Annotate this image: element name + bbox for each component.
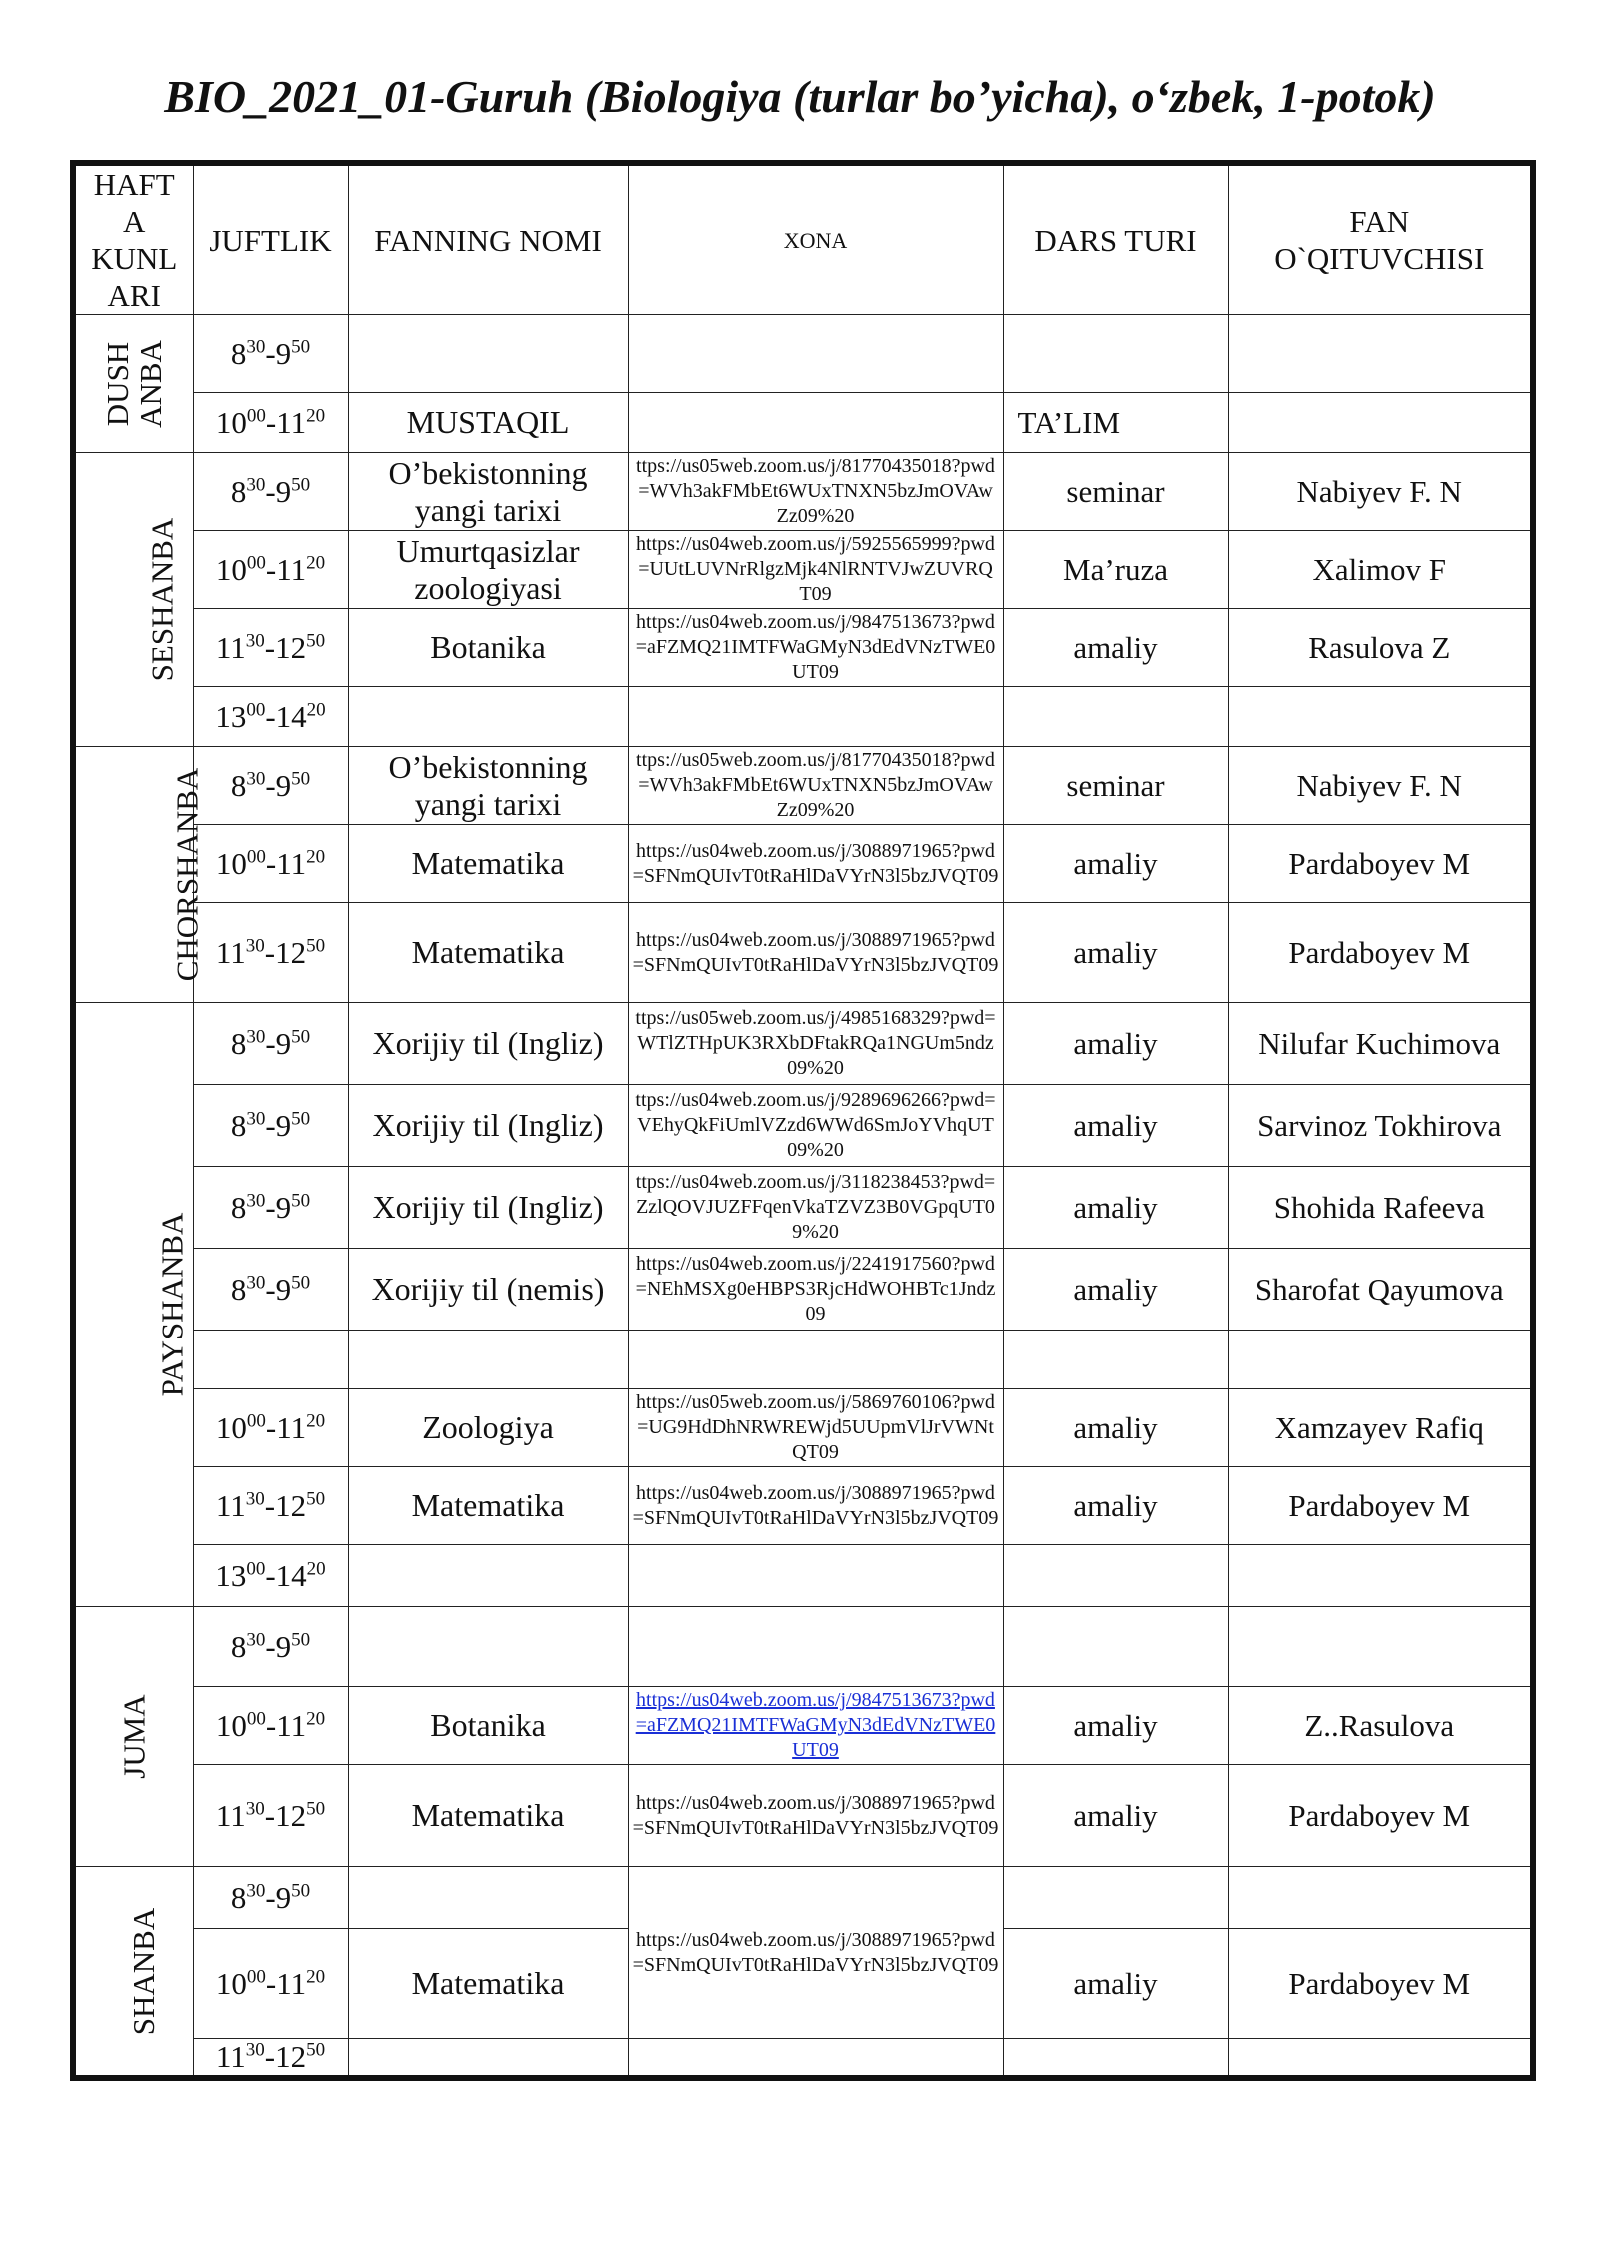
table-row: [73, 609, 1533, 687]
table-row: [73, 1545, 1533, 1607]
subject-cell: Matematika: [348, 1765, 628, 1867]
subject-cell: Zoologiya: [348, 1389, 628, 1467]
type-cell: amaliy: [1003, 1765, 1228, 1867]
room-link[interactable]: ttps://us05web.zoom.us/j/4985168329?pwd=WTlZTHpUK3RXbDFtakRQa1NGUm5ndz09%20: [628, 1003, 1003, 1085]
time-cell: $8^{30}-9^{50}$: [193, 1085, 348, 1167]
teacher-cell: Pardaboyev M: [1228, 825, 1533, 903]
header-teacher-line: O`QITUVCHISI: [1274, 241, 1485, 276]
time-cell: $8^{30}-9^{50}$: [193, 747, 348, 825]
room-link[interactable]: ttps://us04web.zoom.us/j/9289696266?pwd=VEhyQkFiUmlVZzd6WWd6SmJoYVhqUT09%20: [628, 1085, 1003, 1167]
room-link[interactable]: https://us04web.zoom.us/j/3088971965?pwd=SFNmQUIvT0tRaHlDaVYrN3l5bzJVQT09: [628, 825, 1003, 903]
table-row: [73, 1389, 1533, 1467]
subject-cell: O’bekistonning yangi tarixi: [348, 453, 628, 531]
type-cell: TA’LIM: [1003, 393, 1228, 453]
day-cell-juma: [73, 1607, 193, 1867]
time-cell: $11^{30}-12^{50}$: [193, 2039, 348, 2079]
time-cell: $10^{00}-11^{20}$: [193, 531, 348, 609]
subject-cell: [348, 687, 628, 747]
subject-cell: Matematika: [348, 1929, 628, 2039]
time-cell: $8^{30}-9^{50}$: [193, 1167, 348, 1249]
time-cell: $8^{30}-9^{50}$: [193, 1607, 348, 1687]
type-cell: [1003, 1545, 1228, 1607]
time-cell: $8^{30}-9^{50}$: [193, 1003, 348, 1085]
time-cell: $11^{30}-12^{50}$: [193, 1467, 348, 1545]
time-cell: $8^{30}-9^{50}$: [193, 1867, 348, 1929]
type-cell: seminar: [1003, 747, 1228, 825]
table-row: [73, 315, 1533, 393]
day-label: JUMA: [116, 1694, 152, 1779]
teacher-cell: Xalimov F: [1228, 531, 1533, 609]
room-link[interactable]: ttps://us04web.zoom.us/j/3118238453?pwd=ZzlQOVJUZFFqenVkaTZVZ3B0VGpqUT09%20: [628, 1167, 1003, 1249]
time-cell: $13^{00}-14^{20}$: [193, 687, 348, 747]
header-teacher: [1228, 163, 1533, 315]
subject-cell: Botanika: [348, 609, 628, 687]
table-row: [73, 1687, 1533, 1765]
subject-cell: [348, 2039, 628, 2079]
type-cell: amaliy: [1003, 1249, 1228, 1331]
room-link[interactable]: https://us04web.zoom.us/j/3088971965?pwd=SFNmQUIvT0tRaHlDaVYrN3l5bzJVQT09: [628, 1867, 1003, 2039]
header-day: [73, 163, 193, 315]
page-title: BIO_2021_01-Guruh (Biologiya (turlar bo’yicha), o‘zbek, 1-potok): [164, 71, 1436, 122]
room-cell: [628, 1545, 1003, 1607]
teacher-cell: [1228, 2039, 1533, 2079]
header-type: DARS TURI: [1003, 163, 1228, 315]
time-cell: $13^{00}-14^{20}$: [193, 1545, 348, 1607]
time-cell: $10^{00}-11^{20}$: [193, 1389, 348, 1467]
teacher-cell: Xamzayev Rafiq: [1228, 1389, 1533, 1467]
room-link[interactable]: https://us04web.zoom.us/j/3088971965?pwd=SFNmQUIvT0tRaHlDaVYrN3l5bzJVQT09: [628, 1467, 1003, 1545]
time-cell: $10^{00}-11^{20}$: [193, 393, 348, 453]
table-row: [73, 747, 1533, 825]
room-cell: [628, 687, 1003, 747]
table-row: [73, 1467, 1533, 1545]
type-cell: [1003, 1331, 1228, 1389]
header-row: [73, 163, 1533, 315]
type-cell: amaliy: [1003, 1167, 1228, 1249]
type-cell: amaliy: [1003, 1085, 1228, 1167]
teacher-cell: Nabiyev F. N: [1228, 453, 1533, 531]
teacher-cell: Sarvinoz Tokhirova: [1228, 1085, 1533, 1167]
teacher-cell: Nilufar Kuchimova: [1228, 1003, 1533, 1085]
header-day-line: KUNL: [91, 241, 178, 276]
type-cell: amaliy: [1003, 609, 1228, 687]
day-cell-dushanba: [73, 315, 193, 453]
type-cell: amaliy: [1003, 1467, 1228, 1545]
table-row: [73, 453, 1533, 531]
room-link[interactable]: https://us04web.zoom.us/j/3088971965?pwd=SFNmQUIvT0tRaHlDaVYrN3l5bzJVQT09: [628, 1765, 1003, 1867]
room-link[interactable]: ttps://us05web.zoom.us/j/81770435018?pwd=WVh3akFMbEt6WUxTNXN5bzJmOVAwZz09%20: [628, 453, 1003, 531]
room-cell: [628, 1607, 1003, 1687]
header-pair: JUFTLIK: [193, 163, 348, 315]
day-cell-shanba: [73, 1867, 193, 2079]
time-cell: $8^{30}-9^{50}$: [193, 453, 348, 531]
table-row: [73, 825, 1533, 903]
room-cell: [628, 393, 1003, 453]
time-cell: $10^{00}-11^{20}$: [193, 1929, 348, 2039]
type-cell: amaliy: [1003, 903, 1228, 1003]
time-cell: [193, 1331, 348, 1389]
time-cell: $8^{30}-9^{50}$: [193, 1249, 348, 1331]
table-row: [73, 1249, 1533, 1331]
table-row: [73, 531, 1533, 609]
room-link[interactable]: ttps://us05web.zoom.us/j/81770435018?pwd=WVh3akFMbEt6WUxTNXN5bzJmOVAwZz09%20: [628, 747, 1003, 825]
time-cell: $8^{30}-9^{50}$: [193, 315, 348, 393]
teacher-cell: Sharofat Qayumova: [1228, 1249, 1533, 1331]
subject-cell: Xorijiy til (nemis): [348, 1249, 628, 1331]
day-cell-chorshanba: [73, 747, 205, 1003]
room-cell: [628, 2039, 1003, 2079]
teacher-cell: [1228, 1545, 1533, 1607]
subject-cell: Xorijiy til (Ingliz): [348, 1085, 628, 1167]
type-cell: [1003, 315, 1228, 393]
subject-cell: Botanika: [348, 1687, 628, 1765]
subject-cell: Umurtqasizlar zoologiyasi: [348, 531, 628, 609]
subject-cell: Matematika: [348, 825, 628, 903]
time-cell: $11^{30}-12^{50}$: [193, 903, 348, 1003]
day-cell-payshanba: [73, 1003, 193, 1607]
room-link[interactable]: https://us04web.zoom.us/j/2241917560?pwd=NEhMSXg0eHBPS3RjcHdWOHBTc1Jndz09: [628, 1249, 1003, 1331]
type-cell: [1003, 1607, 1228, 1687]
teacher-cell: Rasulova Z: [1228, 609, 1533, 687]
subject-cell: O’bekistonning yangi tarixi: [348, 747, 628, 825]
time-cell: $10^{00}-11^{20}$: [193, 1687, 348, 1765]
subject-cell: [348, 1607, 628, 1687]
table-row: [73, 1167, 1533, 1249]
type-cell: amaliy: [1003, 825, 1228, 903]
teacher-cell: [1228, 1867, 1533, 1929]
teacher-cell: [1228, 393, 1533, 453]
teacher-cell: Pardaboyev M: [1228, 1929, 1533, 2039]
table-row: [73, 2039, 1533, 2079]
teacher-cell: [1228, 315, 1533, 393]
header-day-line: HAFT: [93, 167, 175, 202]
day-label: CHORSHANBA: [169, 767, 205, 982]
room-cell: [628, 1331, 1003, 1389]
type-cell: [1003, 2039, 1228, 2079]
time-cell: $11^{30}-12^{50}$: [193, 609, 348, 687]
header-day-line: A: [123, 204, 146, 239]
subject-cell: [348, 315, 628, 393]
day-label: SESHANBA: [144, 517, 180, 682]
type-cell: amaliy: [1003, 1389, 1228, 1467]
time-cell: $10^{00}-11^{20}$: [193, 825, 348, 903]
table-row: [73, 1003, 1533, 1085]
subject-cell: [348, 1867, 628, 1929]
teacher-cell: Nabiyev F. N: [1228, 747, 1533, 825]
type-cell: [1003, 1867, 1228, 1929]
day-label-line: ANBA: [133, 339, 169, 428]
room-cell: [628, 315, 1003, 393]
header-subject: FANNING NOMI: [348, 163, 628, 315]
subject-cell: [348, 1331, 628, 1389]
table-row: [73, 1867, 1533, 1929]
subject-cell: Xorijiy til (Ingliz): [348, 1003, 628, 1085]
teacher-cell: Z..Rasulova: [1228, 1687, 1533, 1765]
table-row: [73, 1085, 1533, 1167]
table-row: [73, 687, 1533, 747]
type-cell: amaliy: [1003, 1687, 1228, 1765]
day-label: SHANBA: [126, 1907, 162, 2035]
day-cell-seshanba: [73, 453, 193, 747]
header-day-line: ARI: [107, 278, 161, 313]
teacher-cell: Pardaboyev M: [1228, 903, 1533, 1003]
teacher-cell: Pardaboyev M: [1228, 1467, 1533, 1545]
type-cell: [1003, 687, 1228, 747]
subject-cell: Xorijiy til (Ingliz): [348, 1167, 628, 1249]
type-cell: amaliy: [1003, 1929, 1228, 2039]
room-link[interactable]: https://us04web.zoom.us/j/9847513673?pwd=aFZMQ21IMTFWaGMyN3dEdVNzTWE0UT09: [635, 1689, 996, 1761]
time-cell: $11^{30}-12^{50}$: [193, 1765, 348, 1867]
teacher-cell: Pardaboyev M: [1228, 1765, 1533, 1867]
teacher-cell: [1228, 687, 1533, 747]
day-label-line: DUSH: [100, 341, 136, 426]
room-link[interactable]: https://us04web.zoom.us/j/5925565999?pwd=UUtLUVNrRlgzMjk4NlRNTVJwZUVRQT09: [628, 531, 1003, 609]
table-row: [73, 903, 1533, 1003]
subject-cell: Matematika: [348, 1467, 628, 1545]
type-cell: seminar: [1003, 453, 1228, 531]
teacher-cell: [1228, 1607, 1533, 1687]
header-teacher-line: FAN: [1349, 204, 1410, 239]
type-cell: Ma’ruza: [1003, 531, 1228, 609]
room-link[interactable]: https://us04web.zoom.us/j/3088971965?pwd=SFNmQUIvT0tRaHlDaVYrN3l5bzJVQT09: [628, 903, 1003, 1003]
table-row: [73, 1607, 1533, 1687]
subject-cell: [348, 1545, 628, 1607]
table-row: [73, 393, 1533, 453]
table-row: [73, 1765, 1533, 1867]
table-row: [73, 1331, 1533, 1389]
teacher-cell: [1228, 1331, 1533, 1389]
type-cell: amaliy: [1003, 1003, 1228, 1085]
day-label: [101, 340, 167, 428]
room-link-cell: [628, 1687, 1003, 1765]
subject-cell: Matematika: [348, 903, 628, 1003]
subject-cell: MUSTAQIL: [348, 393, 628, 453]
teacher-cell: Shohida Rafeeva: [1228, 1167, 1533, 1249]
day-label: PAYSHANBA: [154, 1212, 190, 1397]
schedule-table: [70, 160, 1536, 2081]
header-room: XONA: [628, 163, 1003, 315]
room-link[interactable]: https://us05web.zoom.us/j/5869760106?pwd=UG9HdDhNRWREWjd5UUpmVlJrVWNtQT09: [628, 1389, 1003, 1467]
room-link[interactable]: https://us04web.zoom.us/j/9847513673?pwd=aFZMQ21IMTFWaGMyN3dEdVNzTWE0UT09: [628, 609, 1003, 687]
